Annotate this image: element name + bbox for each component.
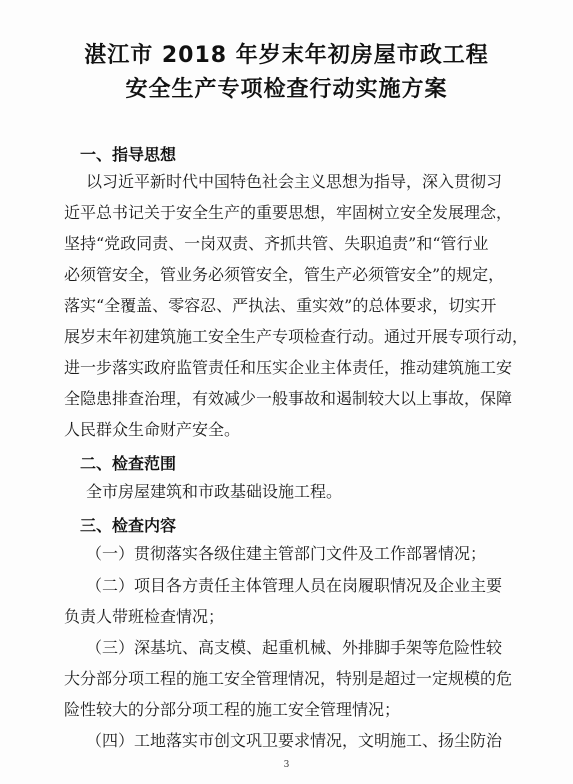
- document-title-line-1: 湛江市 2018 年岁末年初房屋市政工程: [84, 43, 489, 68]
- list-item: （二）项目各方责任主体管理人员在岗履职情况及企业主要: [86, 576, 503, 595]
- paragraph-line: 全市房屋建筑和市政基础设施工程。: [86, 482, 343, 501]
- list-item: （四）工地落实市创文巩卫要求情况，文明施工、扬尘防治: [86, 731, 503, 750]
- page-number: 3: [283, 760, 290, 770]
- paragraph-line: 必须管安全，管业务必须管安全，管生产必须管安全”的规定，: [64, 265, 505, 284]
- document-title-line-2: 安全生产专项检查行动实施方案: [125, 77, 448, 102]
- paragraph-line: 进一步落实政府监管责任和压实企业主体责任，推动建筑施工安: [64, 358, 513, 377]
- paragraph-line: 近平总书记关于安全生产的重要思想，牢固树立安全发展理念，: [64, 203, 513, 222]
- paragraph-line: 以习近平新时代中国特色社会主义思想为指导，深入贯彻习: [86, 172, 503, 191]
- paragraph-line: 人民群众生命财产安全。: [64, 420, 241, 439]
- section-heading-guiding-ideology: 一、指导思想: [80, 145, 177, 164]
- paragraph-line: 坚持“党政同责、一岗双责、齐抓共管、失职追责”和“管行业: [64, 234, 489, 253]
- paragraph-line: 负责人带班检查情况；: [64, 607, 225, 626]
- section-heading-inspection-scope: 二、检查范围: [80, 454, 177, 473]
- paragraph-line: 险性较大的分部分项工程的施工安全管理情况；: [64, 700, 401, 719]
- paragraph-line: 展岁末年初建筑施工安全生产专项检查行动。通过开展专项行动，: [64, 327, 529, 346]
- paragraph-line: 全隐患排查治理，有效减少一般事故和遏制较大以上事故，保障: [64, 389, 513, 408]
- section-heading-inspection-content: 三、检查内容: [80, 516, 177, 535]
- list-item: （一）贯彻落实各级住建主管部门文件及工作部署情况；: [86, 544, 487, 563]
- paragraph-line: 落实“全覆盖、零容忍、严执法、重实效”的总体要求，切实开: [64, 296, 497, 315]
- list-item: （三）深基坑、高支模、起重机械、外排脚手架等危险性较: [86, 638, 503, 657]
- paragraph-line: 大分部分项工程的施工安全管理情况，特别是超过一定规模的危: [64, 669, 513, 688]
